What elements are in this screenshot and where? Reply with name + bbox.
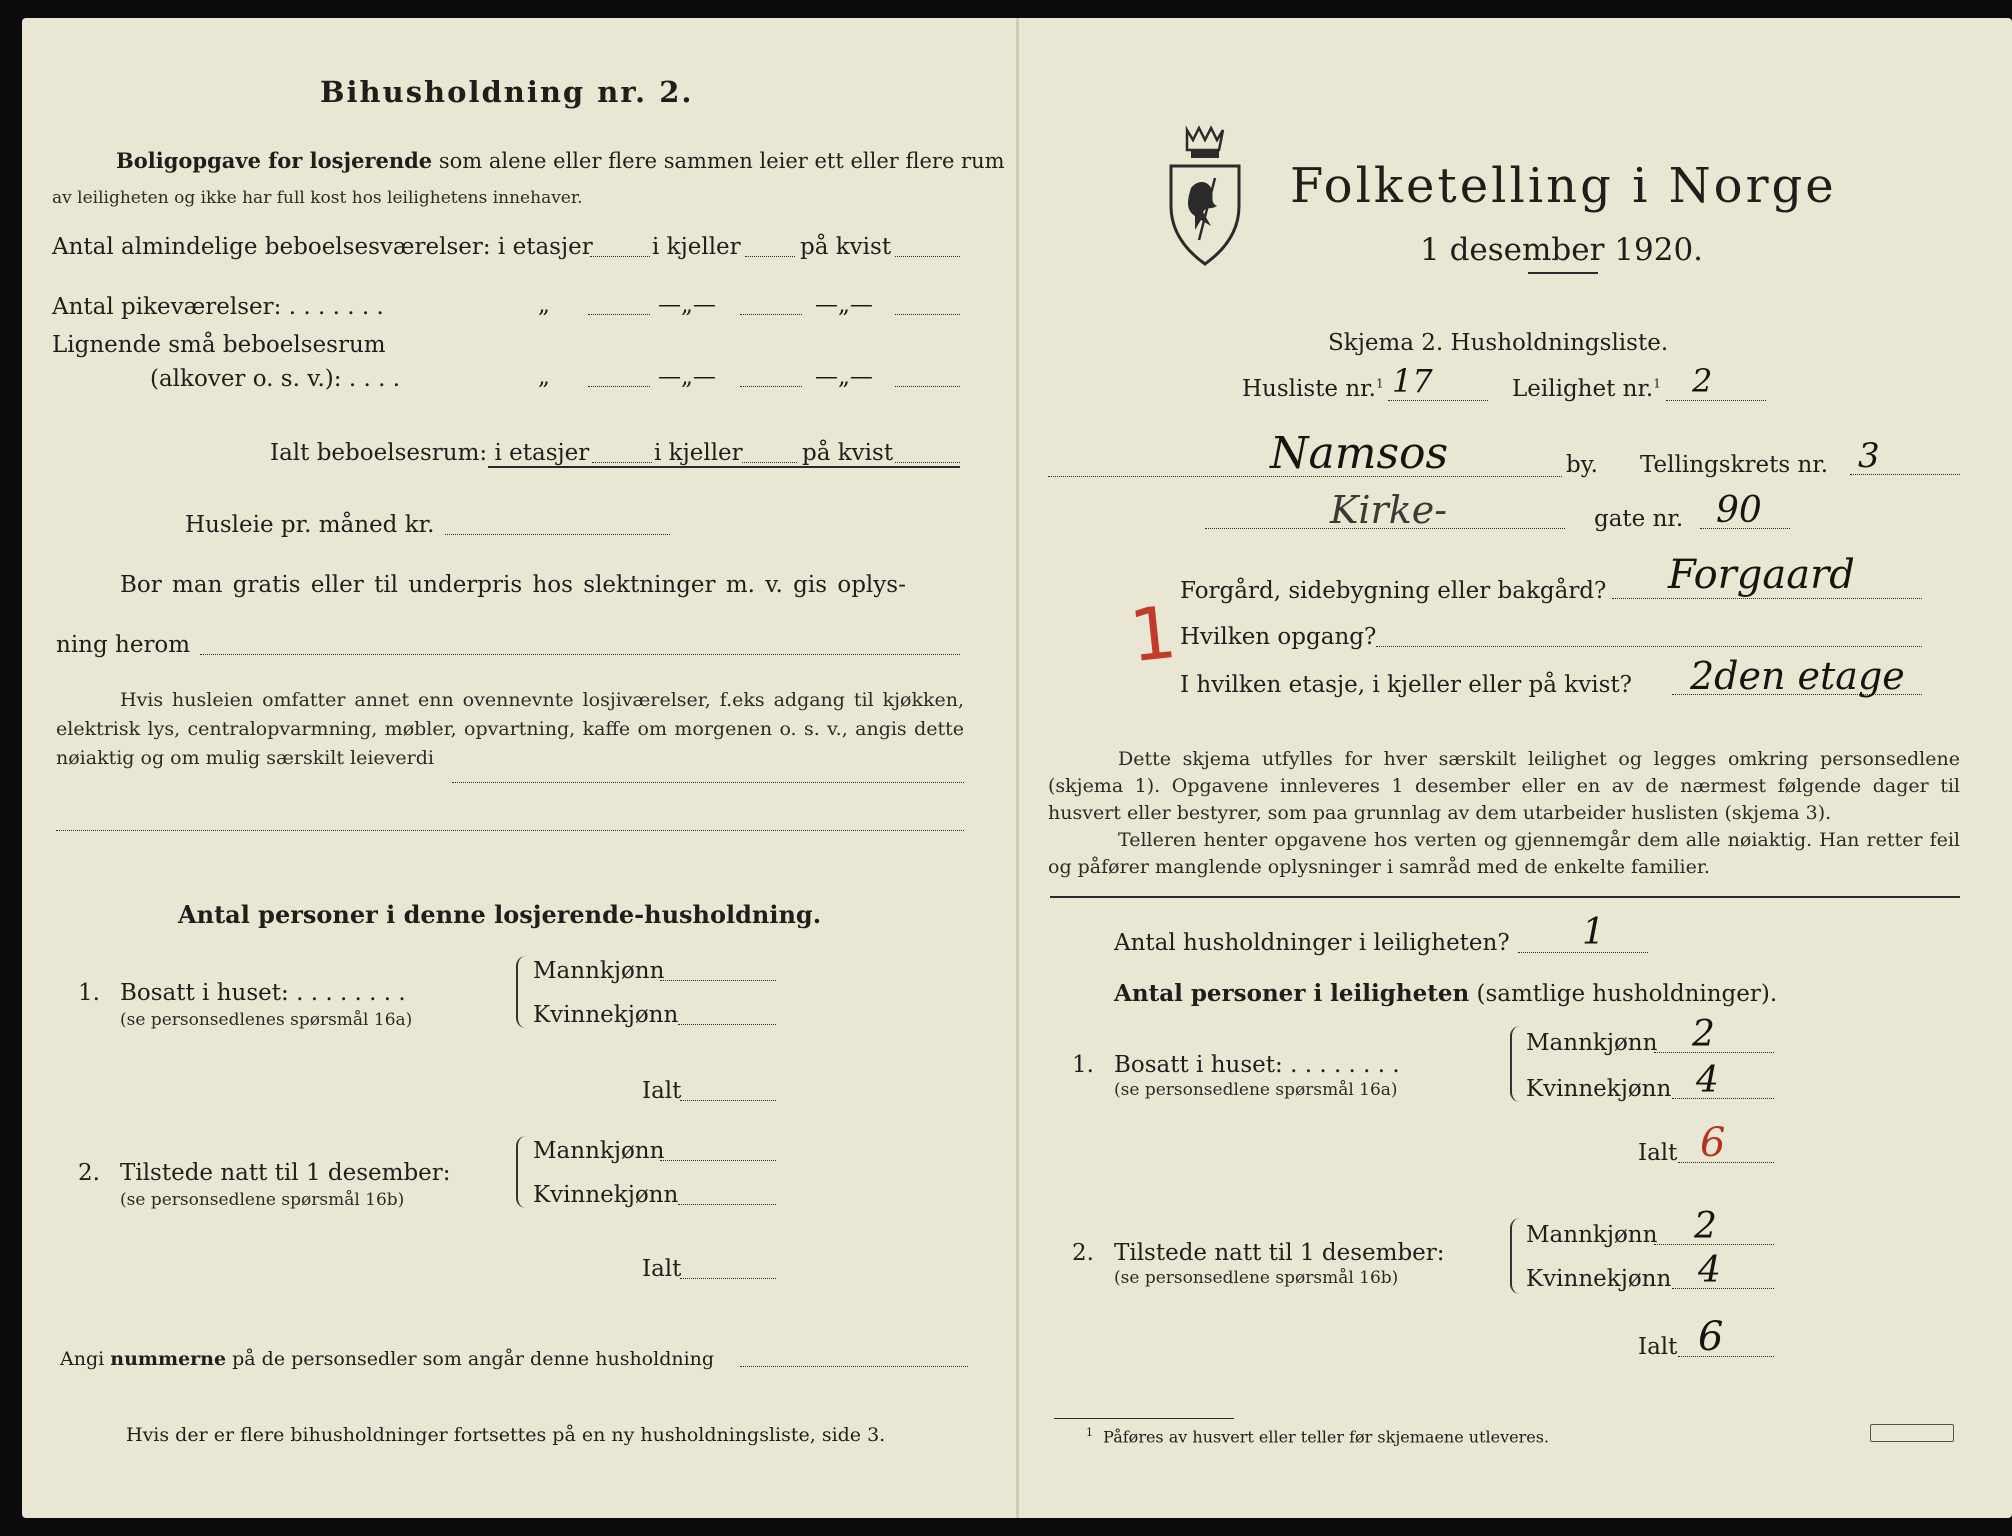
- ialt-beboelsesrum-label: Ialt beboelsesrum: i etasjer: [270, 440, 590, 466]
- right-q1-label: Bosatt i huset: . . . . . . . .: [1114, 1052, 1400, 1078]
- forgaard-label: Forgård, sidebygning eller bakgård?: [1180, 578, 1607, 604]
- right-q2-number: 2.: [1072, 1240, 1094, 1266]
- rooms-etasjer-field[interactable]: [590, 256, 650, 257]
- section-divider: [1050, 896, 1960, 898]
- right-q2-kvinne-label: Kvinnekjønn: [1526, 1266, 1672, 1292]
- right-q2-brace: [1510, 1218, 1522, 1294]
- husliste-label: Husliste nr.$^1$: [1242, 376, 1384, 402]
- right-q1-mann-value[interactable]: 2: [1692, 1014, 1715, 1055]
- husleie-field[interactable]: [445, 534, 670, 535]
- forgaard-value[interactable]: Forgaard: [1668, 552, 1855, 598]
- left-q1-kvinne-label: Kvinnekjønn: [533, 1002, 679, 1028]
- instructions-para-1: Dette skjema utfylles for hver særskilt leilighet og legges omkring personsedlene (skjema 1). Opgavene innleveres 1 desember eller en av de nærmest følgende dager til husvert eller bestyrer, som paa grunnlag av dem utarbeider huslisten (skjema 3).: [1048, 748, 1960, 824]
- instructions-para-2: Telleren henter opgavene hos verten og gjennemgår dem alle nøiaktig. Han retter feil og påfører manglende oplysninger i samråd med de enkelte familier.: [1048, 829, 1960, 878]
- left-q1-ialt-field[interactable]: [680, 1100, 776, 1101]
- pike-kjeller-field[interactable]: [740, 314, 802, 315]
- printer-mark-stamp: [1870, 1424, 1954, 1442]
- right-q2-kvinne-field[interactable]: [1672, 1288, 1774, 1289]
- ditto-mark: „: [538, 364, 550, 390]
- right-q2-ialt-field[interactable]: [1678, 1356, 1774, 1357]
- alkove-etasjer-field[interactable]: [588, 386, 650, 387]
- census-date: 1 desember 1920.: [1420, 232, 1704, 268]
- leieverdi-field[interactable]: [452, 782, 964, 783]
- left-q2-mann-label: Mannkjønn: [533, 1138, 665, 1164]
- alkove-kvist-field[interactable]: [895, 386, 960, 387]
- ialt-kvist-field[interactable]: [895, 462, 960, 463]
- left-q1-ialt-label: Ialt: [642, 1078, 682, 1104]
- right-q1-kvinne-value[interactable]: 4: [1696, 1060, 1719, 1101]
- left-q2-sub: (se personsedlene spørsmål 16b): [120, 1190, 405, 1210]
- ditto-mark: —„—: [658, 292, 716, 318]
- left-q2-label: Tilstede natt til 1 desember:: [120, 1160, 451, 1186]
- right-persons-heading: Antal personer i leiligheten (samtlige husholdninger).: [1114, 980, 1778, 1007]
- left-q1-brace: [516, 956, 528, 1028]
- paa-kvist-label: på kvist: [800, 234, 892, 260]
- right-q2-ialt-label: Ialt: [1638, 1334, 1678, 1360]
- etasje-value[interactable]: 2den etage: [1690, 654, 1905, 698]
- left-q1-number: 1.: [78, 980, 100, 1006]
- antal-rooms-label: Antal almindelige beboelsesværelser: i etasjer: [52, 234, 593, 260]
- right-q1-mann-label: Mannkjønn: [1526, 1030, 1658, 1056]
- i-kjeller-label: i kjeller: [652, 234, 741, 260]
- tellingskrets-value[interactable]: 3: [1858, 436, 1880, 476]
- right-q1-ialt-field[interactable]: [1678, 1162, 1774, 1163]
- right-q2-sub: (se personsedlene spørsmål 16b): [1114, 1268, 1399, 1288]
- right-q1-kvinne-label: Kvinnekjønn: [1526, 1076, 1672, 1102]
- form-title: Folketelling i Norge: [1290, 158, 1837, 214]
- gratis-line-1: Bor man gratis eller til underpris hos slektninger m. v. gis oplys-: [120, 572, 906, 598]
- right-q1-sub: (se personsedlene spørsmål 16a): [1114, 1080, 1398, 1100]
- footnote-rule: [1054, 1418, 1234, 1419]
- husliste-value[interactable]: 17: [1392, 362, 1433, 400]
- hvis-husleien-paragraph: Hvis husleien omfatter annet enn ovennevnte losjiværelser, f.eks adgang til kjøkken, elektrisk lys, centralopvarmning, møbler, opvartning, kaffe om morgenen o. s. v., angis dette nøiaktig og om mulig særskilt leieverdi: [56, 689, 964, 769]
- ditto-mark: —„—: [815, 292, 873, 318]
- left-q2-number: 2.: [78, 1160, 100, 1186]
- opgang-field[interactable]: [1376, 646, 1922, 647]
- left-q2-kvinne-label: Kvinnekjønn: [533, 1182, 679, 1208]
- left-q2-ialt-field[interactable]: [680, 1278, 776, 1279]
- right-q2-mann-value[interactable]: 2: [1694, 1206, 1717, 1247]
- gratis-line-2: ning herom: [56, 632, 191, 658]
- left-footer-note: Hvis der er flere bihusholdninger fortsettes på en ny husholdningsliste, side 3.: [126, 1424, 886, 1446]
- left-q2-mann-field[interactable]: [660, 1160, 776, 1161]
- ialt-etasjer-field[interactable]: [592, 462, 652, 463]
- husliste-field[interactable]: [1388, 400, 1488, 401]
- norwegian-coat-of-arms-icon: [1165, 118, 1245, 268]
- ialt-kjeller-field[interactable]: [742, 462, 797, 463]
- blank-line[interactable]: [56, 830, 964, 831]
- ditto-mark: „: [538, 292, 550, 318]
- alkove-kjeller-field[interactable]: [740, 386, 802, 387]
- leilighet-field[interactable]: [1666, 400, 1766, 401]
- pikevaerelser-label: Antal pikeværelser: . . . . . . .: [52, 294, 384, 320]
- left-q2-ialt-label: Ialt: [642, 1256, 682, 1282]
- left-q1-mann-field[interactable]: [660, 980, 776, 981]
- left-q1-kvinne-field[interactable]: [678, 1024, 776, 1025]
- tellingskrets-label: Tellingskrets nr.: [1640, 452, 1829, 478]
- right-q1-ialt-label: Ialt: [1638, 1140, 1678, 1166]
- leilighet-label: Leilighet nr.$^1$: [1512, 376, 1661, 402]
- ditto-mark: —„—: [815, 364, 873, 390]
- right-q2-mann-label: Mannkjønn: [1526, 1222, 1658, 1248]
- by-label: by.: [1566, 452, 1598, 478]
- lignende-label: Lignende små beboelsesrum: [52, 332, 386, 358]
- gate-value[interactable]: 90: [1716, 490, 1762, 531]
- opgang-label: Hvilken opgang?: [1180, 624, 1377, 650]
- i-kjeller-label: i kjeller: [654, 440, 743, 466]
- ditto-mark: —„—: [658, 364, 716, 390]
- right-q2-label: Tilstede natt til 1 desember:: [1114, 1240, 1445, 1266]
- right-q1-brace: [1510, 1026, 1522, 1102]
- left-q1-mann-label: Mannkjønn: [533, 958, 665, 984]
- sum-rule: [488, 466, 960, 468]
- forgaard-field[interactable]: [1612, 598, 1922, 599]
- pike-kvist-field[interactable]: [895, 314, 960, 315]
- husholdninger-value[interactable]: 1: [1582, 912, 1605, 953]
- city-value[interactable]: Namsos: [1270, 428, 1449, 479]
- left-q1-sub: (se personsedlenes spørsmål 16a): [120, 1010, 413, 1030]
- angi-field[interactable]: [740, 1366, 968, 1367]
- husleie-label: Husleie pr. måned kr.: [185, 512, 435, 538]
- left-q2-brace: [516, 1136, 528, 1208]
- title-rule: [1528, 272, 1598, 274]
- left-q1-label: Bosatt i huset: . . . . . . . .: [120, 980, 406, 1006]
- left-q2-kvinne-field[interactable]: [678, 1204, 776, 1205]
- husholdninger-label: Antal husholdninger i leiligheten?: [1114, 930, 1510, 956]
- red-check-mark: 1: [1125, 589, 1181, 679]
- footnote: $^1$ Påføres av husvert eller teller før skjemaene utleveres.: [1086, 1426, 1550, 1447]
- page-fold: [1016, 18, 1019, 1518]
- skjema-label: Skjema 2. Husholdningsliste.: [1328, 330, 1669, 356]
- intro-line-1: Boligopgave for losjerende som alene eller flere sammen leier ett eller flere rum: [116, 148, 1005, 173]
- etasje-label: I hvilken etasje, i kjeller eller på kvist?: [1180, 672, 1632, 698]
- left-persons-heading: Antal personer i denne losjerende-husholdning.: [178, 900, 822, 929]
- right-q1-ialt-value[interactable]: 6: [1700, 1120, 1726, 1166]
- leilighet-value[interactable]: 2: [1692, 362, 1713, 400]
- right-q2-kvinne-value[interactable]: 4: [1698, 1250, 1721, 1291]
- rooms-kjeller-field[interactable]: [745, 256, 795, 257]
- gratis-field[interactable]: [200, 654, 960, 655]
- intro-line-2: av leiligheten og ikke har full kost hos leilighetens innehaver.: [52, 188, 583, 208]
- street-value[interactable]: Kirke-: [1330, 488, 1448, 532]
- rooms-kvist-field[interactable]: [895, 256, 960, 257]
- right-q1-kvinne-field[interactable]: [1672, 1098, 1774, 1099]
- right-q1-number: 1.: [1072, 1052, 1094, 1078]
- left-page-title: Bihusholdning nr. 2.: [320, 75, 694, 109]
- paa-kvist-label: på kvist: [802, 440, 894, 466]
- right-q2-ialt-value[interactable]: 6: [1698, 1314, 1724, 1360]
- pike-etasjer-field[interactable]: [588, 314, 650, 315]
- gate-label: gate nr.: [1594, 506, 1684, 532]
- alkover-label: (alkover o. s. v.): . . . .: [150, 366, 401, 392]
- angi-line: Angi nummerne på de personsedler som angår denne husholdning: [60, 1348, 715, 1370]
